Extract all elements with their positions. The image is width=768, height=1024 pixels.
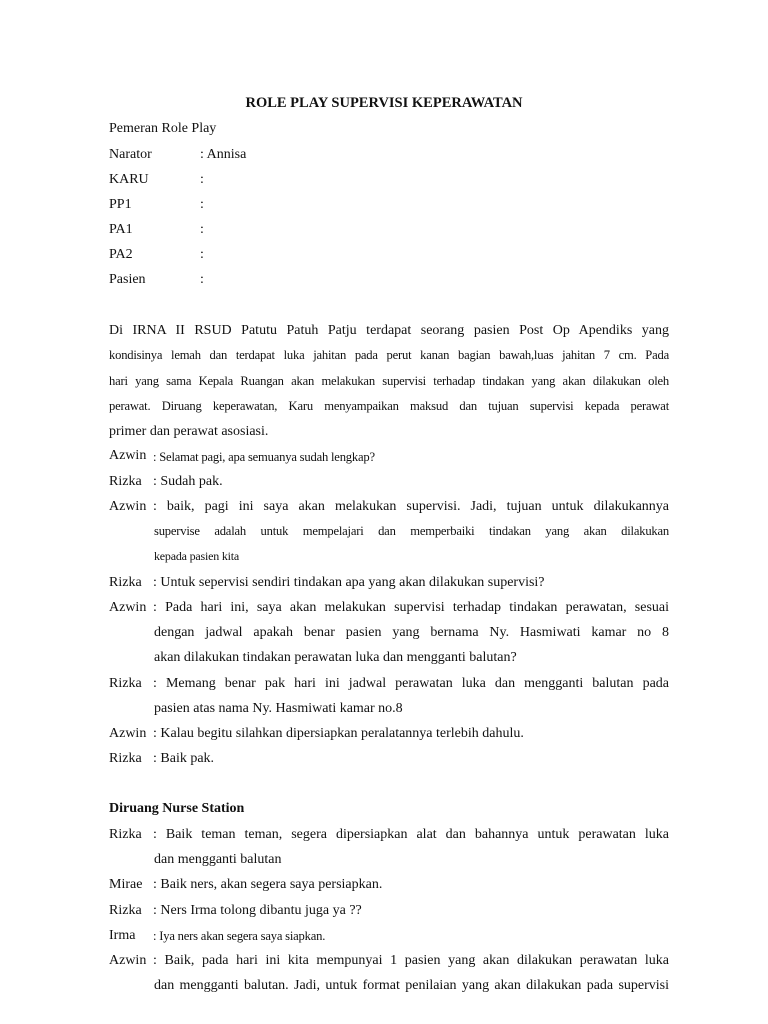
cast-role: Pasien xyxy=(109,272,146,287)
intro-line: Di IRNA II RSUD Patutu Patuh Patju terdapat seorang pasien Post Op Apendiks yang xyxy=(109,323,669,338)
utterance: : Selamat pagi, apa semuanya sudah lengkap? xyxy=(153,450,375,464)
speaker-name: Rizka xyxy=(109,575,142,590)
intro-line: kondisinya lemah dan terdapat luka jahitan pada perut kanan bagian bawah,luas jahitan 7 cm. Pada xyxy=(109,348,669,363)
cast-role: PA1 xyxy=(109,222,133,237)
utterance: : Sudah pak. xyxy=(153,474,223,489)
cast-name: Annisa xyxy=(206,147,247,162)
cast-colon: : xyxy=(200,172,204,187)
speaker-name: Azwin xyxy=(109,600,147,615)
cast-colon: : Annisa xyxy=(200,147,247,162)
utterance-continuation: dan mengganti balutan xyxy=(154,852,282,867)
utterance: : baik, pagi ini saya akan melakukan supervisi. Jadi, tujuan untuk dilakukannya xyxy=(153,499,669,514)
cast-role: KARU xyxy=(109,172,149,187)
utterance-continuation: dengan jadwal apakah benar pasien yang bernama Ny. Hasmiwati kamar no 8 akan dilakukan tindakan perawatan luka dan mengganti balutan? xyxy=(154,625,669,666)
utterance-continuation: supervise adalah untuk mempelajari dan memperbaiki tindakan yang akan dilakukan kepada pasien kita xyxy=(154,524,669,564)
utterance: : Baik teman teman, segera dipersiapkan alat dan bahannya untuk perawatan luka xyxy=(153,827,669,842)
utterance: : Baik, pada hari ini kita mempunyai 1 pasien yang akan dilakukan perawatan luka xyxy=(153,953,669,968)
intro-line: perawat. Diruang keperawatan, Karu menyampaikan maksud dan tujuan supervisi kepada perawat xyxy=(109,398,669,413)
cast-heading: Pemeran Role Play xyxy=(109,121,217,136)
cast-colon: : xyxy=(200,197,204,212)
cast-colon: : xyxy=(200,222,204,237)
utterance: : Iya ners akan segera saya siapkan. xyxy=(153,929,326,943)
intro-line: primer dan perawat asosiasi. xyxy=(109,424,269,440)
utterance: : Untuk sepervisi sendiri tindakan apa yang akan dilakukan supervisi? xyxy=(153,575,545,590)
utterance: : Baik pak. xyxy=(153,751,215,766)
speaker-name: Azwin xyxy=(109,726,147,741)
utterance-continuation: pasien atas nama Ny. Hasmiwati kamar no.8 xyxy=(154,701,403,716)
intro-paragraph xyxy=(109,318,669,444)
document-title: ROLE PLAY SUPERVISI KEPERAWATAN xyxy=(245,95,523,111)
speaker-name: Irma xyxy=(109,928,136,943)
cast-role: Narator xyxy=(109,147,152,162)
speaker-name: Rizka xyxy=(109,474,142,489)
section-heading: Diruang Nurse Station xyxy=(109,801,245,816)
speaker-name: Azwin xyxy=(109,448,147,463)
utterance: : Baik ners, akan segera saya persiapkan. xyxy=(153,877,383,892)
cast-colon: : xyxy=(200,272,204,287)
speaker-name: Azwin xyxy=(109,499,147,514)
utterance: : Kalau begitu silahkan dipersiapkan peralatannya terlebih dahulu. xyxy=(153,726,524,741)
utterance: : Ners Irma tolong dibantu juga ya ?? xyxy=(153,903,362,918)
speaker-name: Rizka xyxy=(109,827,142,842)
speaker-name: Mirae xyxy=(109,877,143,892)
utterance-continuation: dan mengganti balutan. Jadi, untuk format penilaian yang akan dilakukan pada supervisi xyxy=(154,978,669,993)
speaker-name: Rizka xyxy=(109,676,142,691)
speaker-name: Azwin xyxy=(109,953,147,968)
speaker-name: Rizka xyxy=(109,751,142,766)
speaker-name: Rizka xyxy=(109,903,142,918)
utterance: : Pada hari ini, saya akan melakukan supervisi terhadap tindakan perawatan, sesuai xyxy=(153,600,669,615)
cast-colon: : xyxy=(200,247,204,262)
cast-role: PP1 xyxy=(109,197,132,212)
intro-line: hari yang sama Kepala Ruangan akan melakukan supervisi terhadap tindakan yang akan dilakukan oleh xyxy=(109,373,669,388)
utterance: : Memang benar pak hari ini jadwal perawatan luka dan mengganti balutan pada xyxy=(153,676,669,691)
cast-role: PA2 xyxy=(109,247,133,262)
